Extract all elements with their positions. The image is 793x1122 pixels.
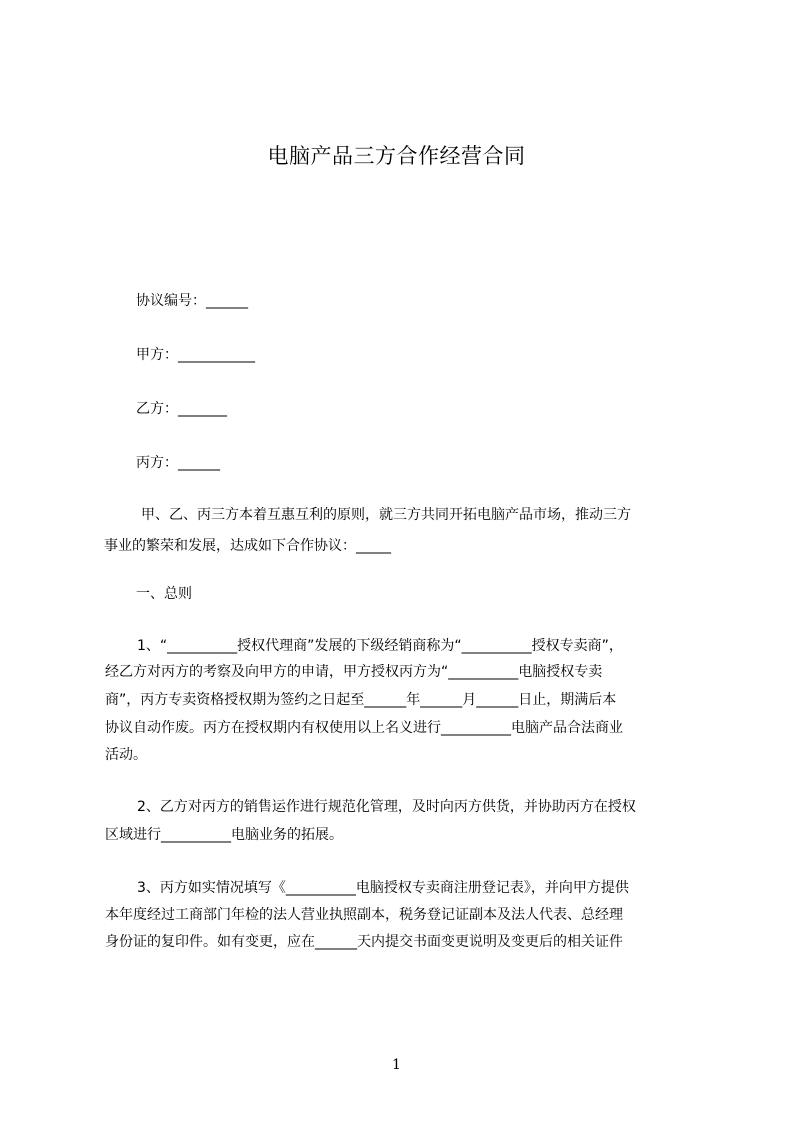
intro-line-2: 事业的繁荣和发展，达成如下合作协议：_____ xyxy=(104,538,391,554)
clause-3-line-1: 3、丙方如实情况填写《__________电脑授权专卖商注册登记表》，并向甲方提供 xyxy=(137,880,629,896)
clause-2-line-2: 区域进行__________电脑业务的拓展。 xyxy=(105,827,343,843)
clause-2-line-1: 2、乙方对丙方的销售运作进行规范化管理，及时向丙方供货，并协助丙方在授权 xyxy=(137,799,636,815)
clause-1-line-4: 协议自动作废。丙方在授权期内有权使用以上名义进行__________电脑产品合法商业 xyxy=(105,720,623,736)
clause-3-line-3: 身份证的复印件。如有变更，应在______天内提交书面变更说明及变更后的相关证件 xyxy=(105,934,623,950)
clause-1-line-3: 商”，丙方专卖资格授权期为签约之日起至______年______月______日止，期满后本 xyxy=(105,692,617,708)
party-a-field: 甲方：___________ xyxy=(136,347,255,363)
clause-1-line-1: 1、“__________授权代理商”发展的下级经销商称为“__________授权专卖商”， xyxy=(137,638,623,654)
intro-line-1: 甲、乙、丙三方本着互惠互利的原则，就三方共同开拓电脑产品市场，推动三方 xyxy=(141,507,631,523)
party-b-field: 乙方：_______ xyxy=(136,401,227,417)
agreement-number-field: 协议编号：______ xyxy=(136,293,248,309)
clause-3-line-2: 本年度经过工商部门年检的法人营业执照副本，税务登记证副本及法人代表、总经理 xyxy=(105,907,623,923)
clause-1-line-2: 经乙方对丙方的考察及向甲方的申请，甲方授权丙方为“__________电脑授权专卖 xyxy=(105,664,603,680)
section-heading-general: 一、总则 xyxy=(136,586,192,602)
page-number: 1 xyxy=(392,1057,401,1073)
document-title: 电脑产品三方合作经营合同 xyxy=(267,144,526,168)
party-c-field: 丙方：______ xyxy=(136,455,220,471)
clause-1-line-5: 活动。 xyxy=(105,747,147,763)
